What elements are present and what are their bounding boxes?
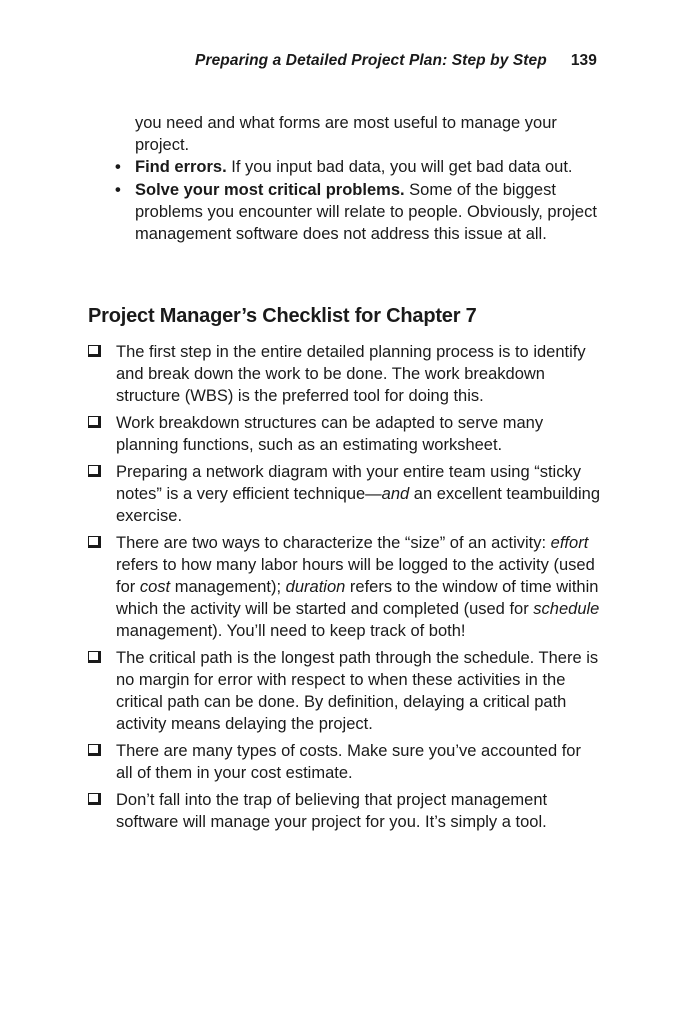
- emphasis-text: duration: [285, 578, 346, 596]
- checklist-text: refers to how many labor hours will be logged to the activity (used for: [116, 556, 595, 596]
- checklist-item: [88, 532, 600, 642]
- checklist-text: refers to the window of time within which the activity will be started and completed (used for: [116, 578, 599, 618]
- checklist-text: an excellent teambuilding exercise.: [116, 485, 600, 525]
- checkbox-icon: [88, 651, 101, 663]
- bullet-list: [113, 156, 597, 246]
- checkbox-icon: [88, 744, 101, 756]
- emphasis-text: schedule: [533, 600, 600, 618]
- bullet-item: [113, 179, 597, 245]
- bullet-lead: Find errors.: [135, 158, 227, 176]
- checklist-item: [88, 789, 600, 833]
- section-heading: Project Manager’s Checklist for Chapter 7: [88, 305, 477, 327]
- running-header: [0, 52, 597, 70]
- checkbox-icon: [88, 416, 101, 428]
- bullet-text: If you input bad data, you will get bad data out.: [226, 158, 573, 176]
- running-title: Preparing a Detailed Project Plan: Step by Step: [195, 52, 547, 69]
- emphasis-text: effort: [550, 534, 589, 552]
- checklist-text: There are many types of costs. Make sure you’ve accounted for all of them in your cost estimate.: [116, 742, 581, 782]
- checklist-text: Preparing a network diagram with your entire team using “sticky notes” is a very efficient technique—: [116, 463, 581, 503]
- checklist-item: [88, 341, 600, 407]
- checklist-item: [88, 412, 600, 456]
- checklist-text: There are two ways to characterize the “size” of an activity:: [116, 534, 551, 552]
- bullet-dot-icon: •: [115, 181, 121, 199]
- bullet-item: [113, 156, 597, 178]
- checkbox-icon: [88, 345, 101, 357]
- emphasis-text: cost: [139, 578, 171, 596]
- checklist-text: The first step in the entire detailed planning process is to identify and break down the work to be done. The work breakdown structure (WBS) is the preferred tool for doing this.: [116, 343, 586, 405]
- checklist-text: management);: [170, 578, 286, 596]
- page-number: 139: [570, 52, 597, 69]
- bullet-dot-icon: •: [115, 158, 121, 176]
- continued-paragraph: you need and what forms are most useful to manage your project.: [135, 114, 557, 154]
- checkbox-icon: [88, 793, 101, 805]
- checklist: [88, 341, 600, 838]
- checklist-text: Work breakdown structures can be adapted to serve many planning functions, such as an estimating worksheet.: [116, 414, 544, 454]
- checklist-item: [88, 461, 600, 527]
- checklist-text: management). You’ll need to keep track of both!: [116, 622, 466, 640]
- checklist-item: [88, 647, 600, 735]
- checkbox-icon: [88, 465, 101, 477]
- checklist-item: [88, 740, 600, 784]
- bullet-lead: Solve your most critical problems.: [135, 181, 405, 199]
- checklist-text: The critical path is the longest path through the schedule. There is no margin for error with respect to when these activities in the critical path can be done. By definition, delaying a critical path activity means delaying the project.: [116, 649, 599, 733]
- checkbox-icon: [88, 536, 101, 548]
- emphasis-text: and: [381, 485, 410, 503]
- bullet-text: Some of the biggest problems you encounter will relate to people. Obviously, project management software does not address this issue at all.: [135, 181, 597, 243]
- checklist-text: Don’t fall into the trap of believing that project management software will manage your project for you. It’s simply a tool.: [116, 791, 548, 831]
